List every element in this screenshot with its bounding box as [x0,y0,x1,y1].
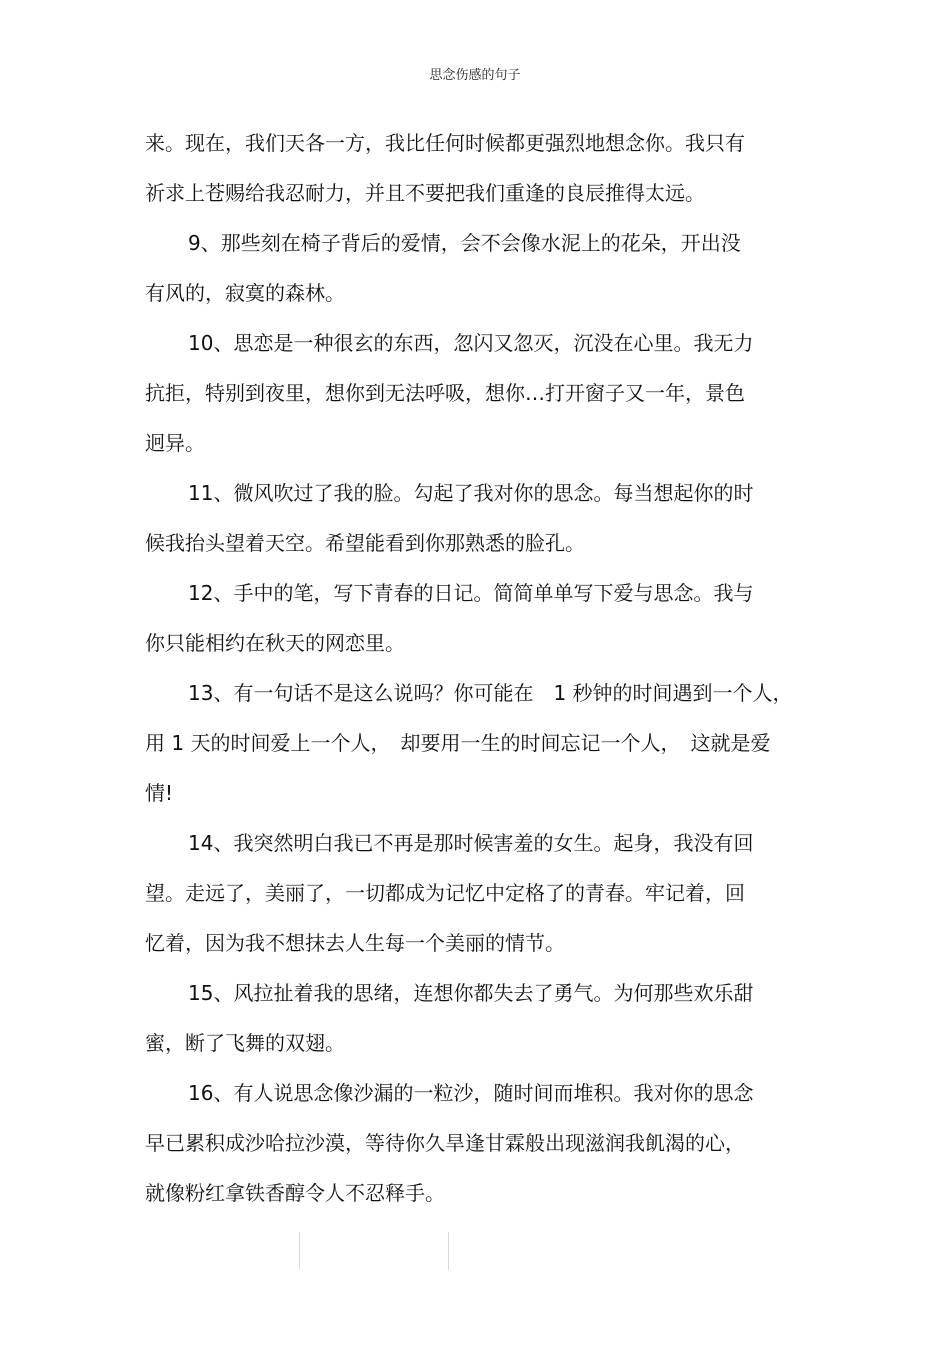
paragraph-item-15 [145,968,810,1068]
text-line: 候我抬头望着天空。希望能看到你那熟悉的脸孔。 [145,531,585,555]
text-line: 早已累积成沙哈拉沙漠，等待你久旱逢甘霖般出现滋润我飢渴的心， [145,1131,745,1155]
text-line: 祈求上苍赐给我忍耐力，并且不要把我们重逢的良辰推得太远。 [145,181,705,205]
text-line: 用 1 天的时间爱上一个人， 却要用一生的时间忘记一个人， 这就是爱 [145,731,771,755]
paragraph-continuation [145,118,810,218]
text-line: 抗拒，特别到夜里，想你到无法呼吸，想你…打开窗子又一年，景色 [145,381,745,405]
text-line: 12、手中的笔，写下青春的日记。简简单单写下爱与思念。我与 [188,581,754,605]
text-line: 15、风拉扯着我的思绪，连想你都失去了勇气。为何那些欢乐甜 [188,981,754,1005]
text-line: 有风的，寂寞的森林。 [145,281,345,305]
paragraph-item-11 [145,468,810,568]
footer-divider-lines [299,1232,449,1270]
paragraph-item-16 [145,1068,810,1218]
text-line: 你只能相约在秋天的网恋里。 [145,631,405,655]
text-line: 情! [145,781,174,805]
text-line: 蜜，断了飞舞的双翅。 [145,1031,345,1055]
text-line: 就像粉红拿铁香醇令人不忍释手。 [145,1181,445,1205]
text-line: 望。走远了，美丽了，一切都成为记忆中定格了的青春。牢记着，回 [145,881,745,905]
page-header-title: 思念伤感的句子 [429,68,521,83]
text-line: 14、我突然明白我已不再是那时候害羞的女生。起身，我没有回 [188,831,754,855]
paragraph-item-10 [145,318,810,468]
text-line: 10、思恋是一种很玄的东西，忽闪又忽灭，沉没在心里。我无力 [188,331,754,355]
paragraph-item-9 [145,218,810,318]
text-line: 13、有一句话不是这么说吗？你可能在 1 秒钟的时间遇到一个人， [188,681,793,705]
text-line: 16、有人说思念像沙漏的一粒沙，随时间而堆积。我对你的思念 [188,1081,754,1105]
text-line: 迥异。 [145,431,205,455]
text-line: 忆着，因为我不想抹去人生每一个美丽的情节。 [145,931,565,955]
paragraph-item-13 [145,668,810,818]
text-line: 9、那些刻在椅子背后的爱情，会不会像水泥上的花朵，开出没 [188,231,741,255]
paragraph-item-12 [145,568,810,668]
paragraph-item-14 [145,818,810,968]
document-body [145,118,810,1218]
text-line: 11、微风吹过了我的脸。勾起了我对你的思念。每当想起你的时 [188,481,754,505]
text-line: 来。现在，我们天各一方，我比任何时候都更强烈地想念你。我只有 [145,131,745,155]
